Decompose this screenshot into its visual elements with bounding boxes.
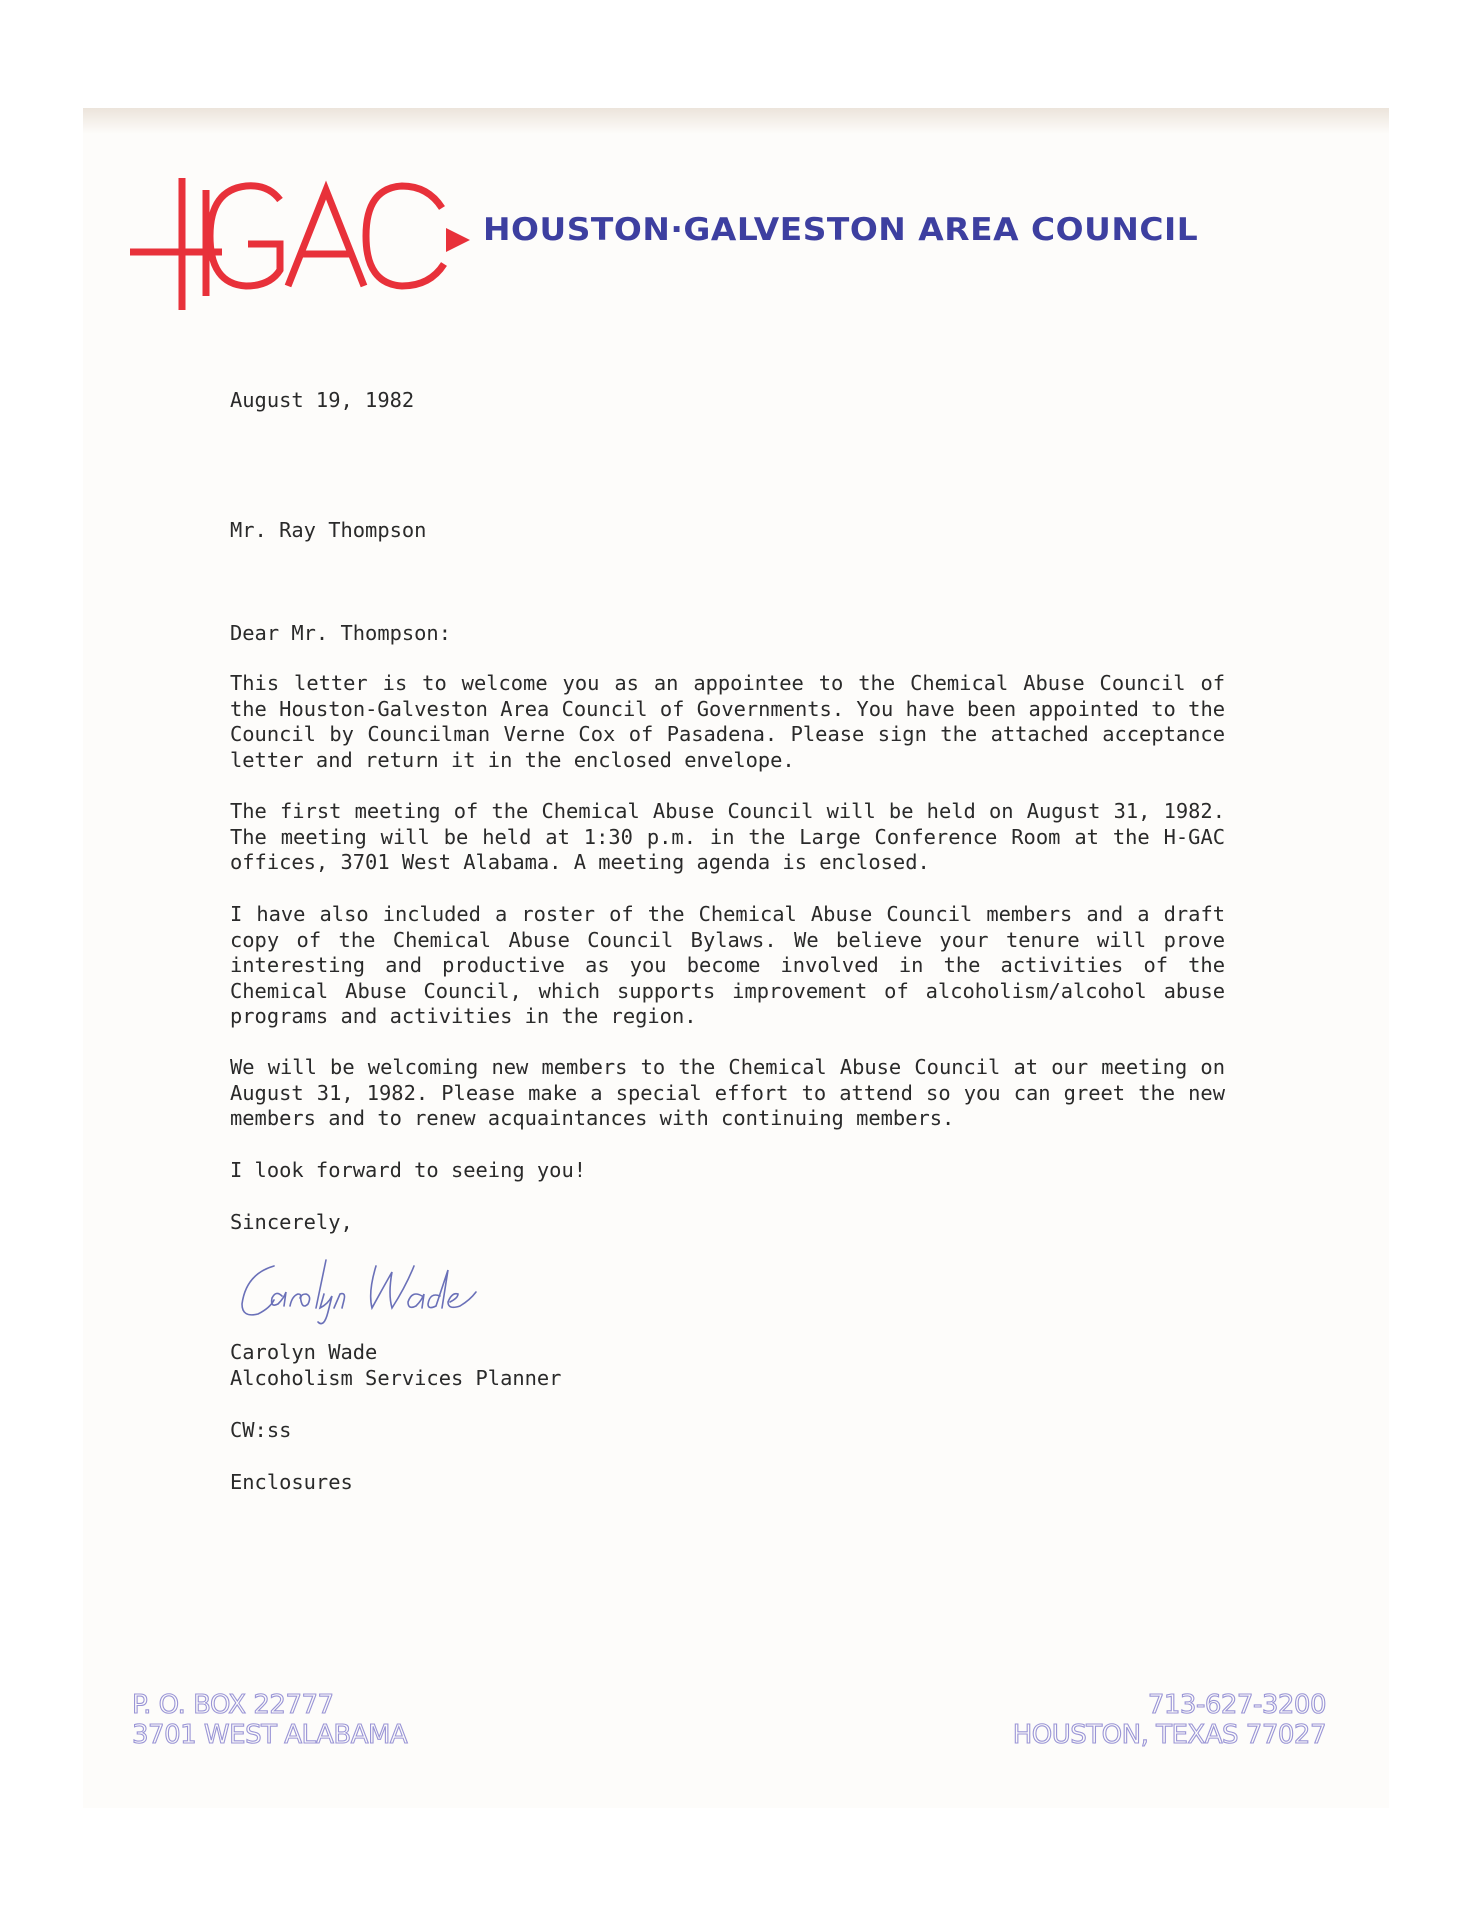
- signer-title: Alcoholism Services Planner: [230, 1366, 562, 1390]
- paragraph: This letter is to welcome you as an appointee to the Chemical Abuse Council of the Houston-Galveston Area Council of Governments. You have been appointed to the Council by Councilman Verne Cox of Pasadena. Please sign the attached acceptance letter and return it in the enclosed envelope.: [230, 671, 1225, 772]
- footer-contact: [1013, 1690, 1326, 1750]
- po-box: P. O. BOX 22777: [132, 1690, 334, 1720]
- city-state-zip: HOUSTON, TEXAS 77027: [1012, 1720, 1326, 1750]
- paper-edge: [83, 108, 1389, 134]
- salutation: Dear Mr. Thompson:: [230, 621, 451, 645]
- paragraph: The first meeting of the Chemical Abuse Council will be held on August 31, 1982. The meeting will be held at 1:30 p.m. in the Large Conference Room at the H-GAC offices, 3701 West Alabama. A meeting agenda is enclosed.: [230, 799, 1225, 875]
- hgac-logo: [130, 172, 475, 312]
- handwritten-signature: [236, 1252, 506, 1332]
- signer-name: Carolyn Wade: [230, 1340, 378, 1364]
- letter-date: August 19, 1982: [230, 388, 415, 412]
- closing-line: I look forward to seeing you!: [230, 1158, 587, 1182]
- enclosures: Enclosures: [230, 1470, 353, 1494]
- organization-name: HOUSTON·GALVESTON AREA COUNCIL: [483, 212, 1199, 248]
- paragraph: I have also included a roster of the Chemical Abuse Council members and a draft copy of the Chemical Abuse Council Bylaws. We believe your tenure will prove interesting and productive as you become involved in the activities of the Chemical Abuse Council, which supports improvement of alcoholism/alcohol abuse programs and activities in the region.: [230, 902, 1225, 1029]
- initials: CW:ss: [230, 1418, 292, 1442]
- phone-number: 713-627-3200: [1147, 1690, 1326, 1720]
- closing: Sincerely,: [230, 1210, 353, 1234]
- footer-address: [132, 1690, 407, 1750]
- recipient-name: Mr. Ray Thompson: [230, 518, 427, 542]
- paragraph: We will be welcoming new members to the Chemical Abuse Council at our meeting on August 31, 1982. Please make a special effort to attend so you can greet the new members and to renew acquaintances with continuing members.: [230, 1055, 1225, 1131]
- street-address: 3701 WEST ALABAMA: [132, 1720, 408, 1750]
